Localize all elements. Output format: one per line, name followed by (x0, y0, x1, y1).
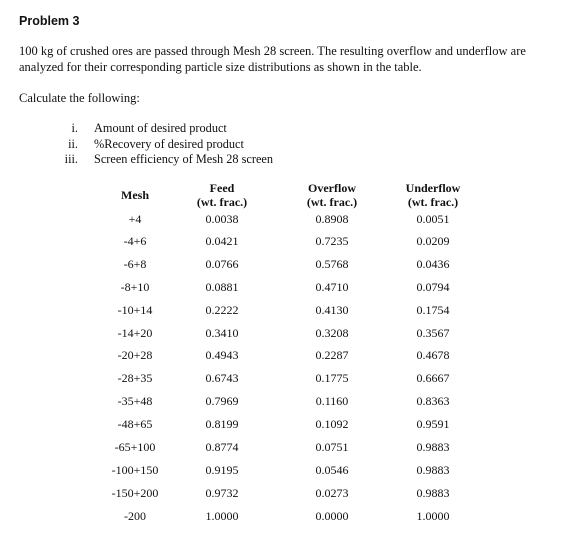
cell-mesh: -10+14 (117, 302, 153, 317)
cell-underflow: 0.0436 (416, 256, 450, 271)
cell-feed: 0.8774 (205, 439, 239, 454)
table-row (102, 436, 478, 459)
cell-mesh: -6+8 (123, 256, 147, 271)
table-row (102, 344, 478, 367)
cell-underflow: 0.9883 (416, 462, 450, 477)
question-number: iii. (64, 152, 78, 166)
size-distribution-table (102, 178, 478, 528)
table-row (102, 322, 478, 345)
table-row (102, 299, 478, 322)
header-mesh (102, 178, 168, 212)
header-overflow (276, 178, 388, 212)
cell-overflow: 0.1775 (315, 371, 349, 386)
header-overflow-label: Overflow (308, 180, 356, 195)
cell-mesh: -20+28 (117, 348, 153, 363)
cell-overflow: 0.1160 (315, 394, 349, 409)
cell-overflow: 0.1092 (315, 417, 349, 432)
cell-feed: 0.0038 (205, 212, 239, 226)
cell-feed: 0.0766 (205, 256, 239, 271)
cell-overflow: 0.7235 (315, 233, 349, 248)
table-row (102, 390, 478, 413)
table-body (102, 212, 478, 528)
question-number: i. (71, 121, 78, 135)
cell-overflow: 0.8908 (315, 212, 349, 226)
cell-underflow: 0.9883 (416, 485, 450, 500)
cell-overflow: 0.0751 (315, 439, 349, 454)
cell-feed: 0.6743 (205, 371, 239, 386)
table-row (102, 367, 478, 390)
cell-overflow: 0.0273 (315, 485, 349, 500)
cell-feed: 0.8199 (205, 417, 239, 432)
cell-overflow: 0.0546 (315, 462, 349, 477)
cell-underflow: 0.4678 (416, 348, 450, 363)
cell-overflow: 0.3208 (315, 325, 349, 340)
cell-underflow: 0.6667 (416, 371, 450, 386)
table-row (102, 212, 478, 230)
calculate-prompt: Calculate the following: (19, 91, 140, 105)
cell-feed: 1.0000 (205, 508, 239, 523)
cell-feed: 0.0881 (205, 279, 239, 294)
table-header-row (102, 178, 478, 212)
cell-mesh: -150+200 (111, 485, 159, 500)
table-row (102, 253, 478, 276)
cell-underflow: 0.1754 (416, 302, 450, 317)
cell-underflow: 0.3567 (416, 325, 450, 340)
problem-title: Problem 3 (19, 14, 80, 28)
cell-mesh: +4 (128, 212, 142, 226)
cell-underflow: 0.9591 (416, 417, 450, 432)
cell-mesh: -35+48 (117, 394, 153, 409)
cell-feed: 0.4943 (205, 348, 239, 363)
cell-mesh: -65+100 (114, 439, 156, 454)
cell-overflow: 0.0000 (315, 508, 349, 523)
table-row (102, 459, 478, 482)
header-underflow (388, 178, 478, 212)
table-row (102, 413, 478, 436)
cell-overflow: 0.5768 (315, 256, 349, 271)
cell-mesh: -200 (124, 508, 146, 523)
header-feed-unit: (wt. frac.) (196, 195, 248, 209)
question-text: %Recovery of desired product (94, 136, 244, 151)
cell-underflow: 0.0794 (416, 279, 450, 294)
cell-underflow: 0.8363 (416, 394, 450, 409)
cell-overflow: 0.4710 (315, 279, 349, 294)
cell-overflow: 0.2287 (315, 348, 349, 363)
header-feed (168, 178, 276, 212)
problem-intro: 100 kg of crushed ores are passed through Mesh 28 screen. The resulting overflow and underflow are analyzed for their corresponding particle size distributions as shown in the table. (19, 44, 526, 74)
header-feed-label: Feed (209, 180, 235, 195)
cell-mesh: -8+10 (120, 279, 150, 294)
header-underflow-unit: (wt. frac.) (407, 195, 459, 209)
table-row (102, 505, 478, 528)
header-mesh-label: Mesh (121, 187, 149, 202)
cell-mesh: -14+20 (117, 325, 153, 340)
header-underflow-label: Underflow (405, 180, 461, 195)
cell-feed: 0.0421 (205, 233, 239, 248)
cell-feed: 0.7969 (205, 394, 239, 409)
question-text: Screen efficiency of Mesh 28 screen (94, 152, 274, 166)
cell-overflow: 0.4130 (315, 302, 349, 317)
cell-feed: 0.9732 (205, 485, 239, 500)
table-row (102, 482, 478, 505)
cell-mesh: -48+65 (117, 417, 153, 432)
cell-underflow: 0.0209 (416, 233, 450, 248)
table-row (102, 276, 478, 299)
question-number: ii. (68, 136, 78, 151)
table-row (102, 230, 478, 253)
cell-feed: 0.9195 (205, 462, 239, 477)
cell-feed: 0.3410 (205, 325, 239, 340)
cell-mesh: -28+35 (117, 371, 153, 386)
cell-underflow: 0.0051 (416, 212, 450, 226)
header-overflow-unit: (wt. frac.) (306, 195, 358, 209)
cell-underflow: 1.0000 (416, 508, 450, 523)
cell-mesh: -100+150 (111, 462, 159, 477)
cell-mesh: -4+6 (123, 233, 147, 248)
cell-feed: 0.2222 (205, 302, 239, 317)
question-text: Amount of desired product (94, 121, 227, 135)
cell-underflow: 0.9883 (416, 439, 450, 454)
